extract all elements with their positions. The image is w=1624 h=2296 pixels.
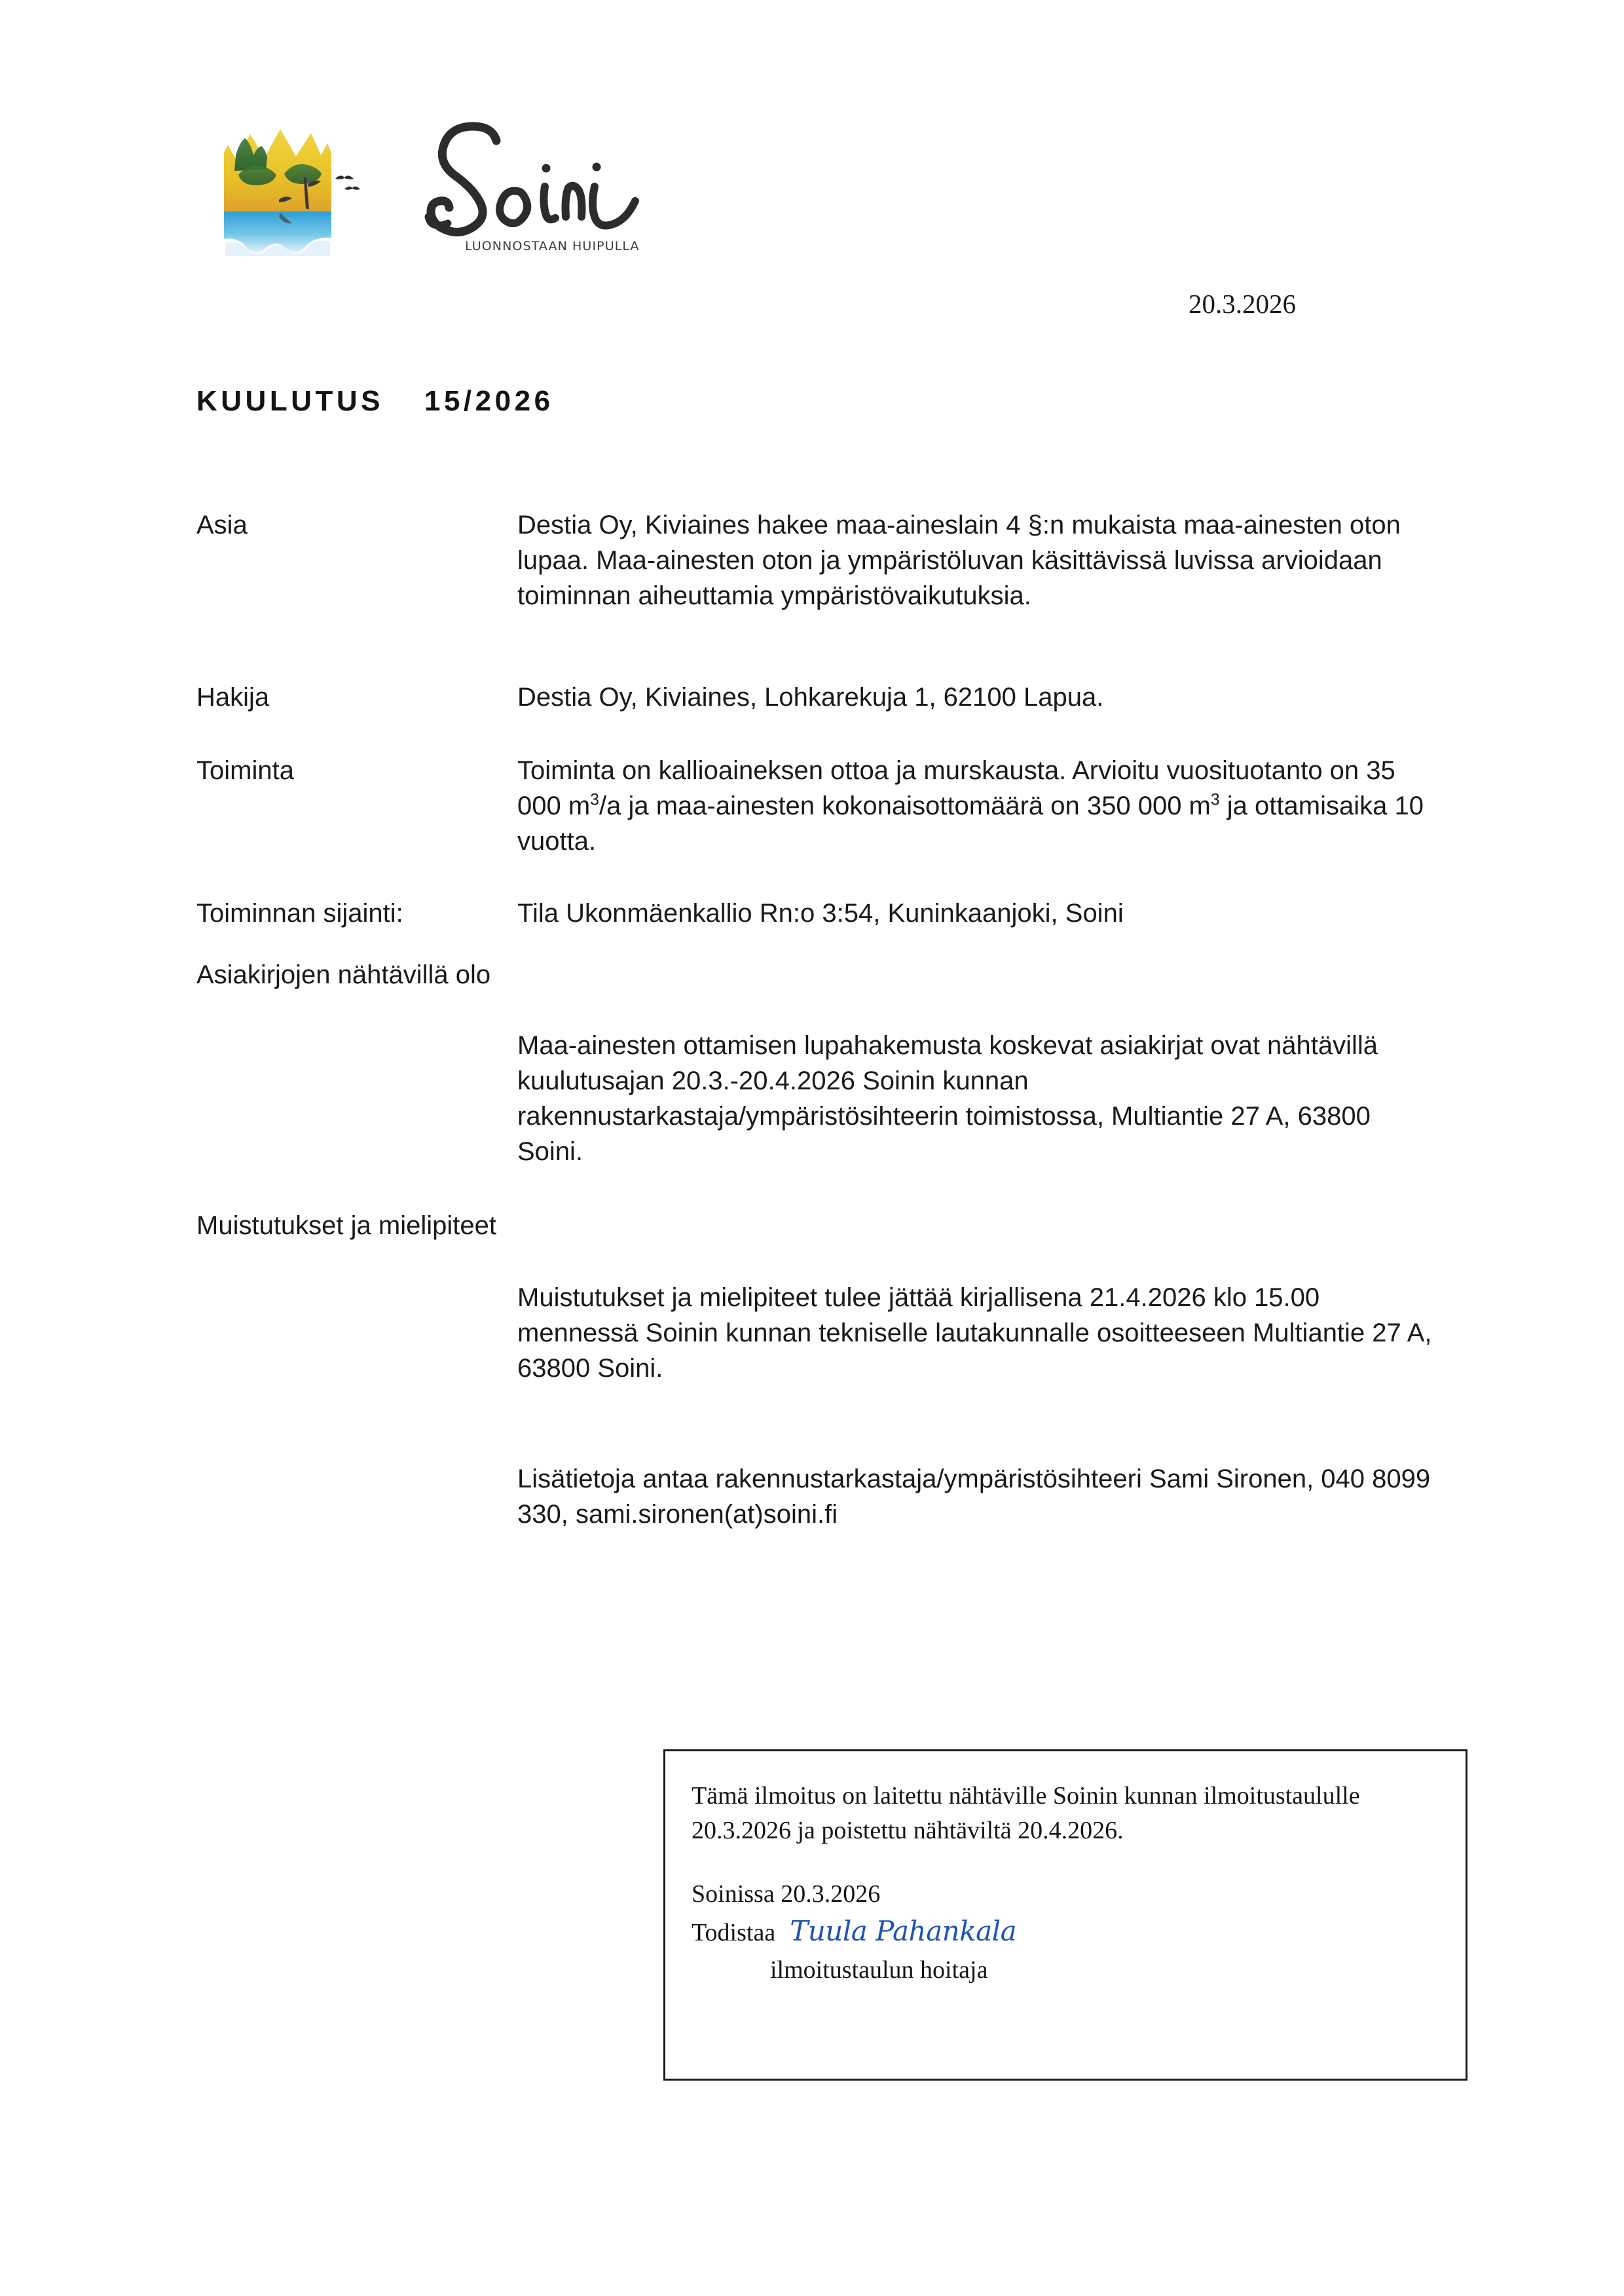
row-hakija-label: Hakija [196, 683, 270, 712]
page-title-number: 15/2026 [424, 385, 554, 417]
heading-muistutukset: Muistutukset ja mielipiteet [196, 1211, 496, 1240]
row-asiakirjat-text: Maa-ainesten ottamisen lupahakemusta koskevat asiakirjat ovat nähtävillä kuulutusajan 20.3.-20.4.2026 Soinin kunnan rakennustarkastaja/ympäristösihteerin toimistossa, Multiantie 27 A, 63800 Soini. [517, 1031, 1378, 1166]
row-muistutukset-body [517, 1280, 1434, 1532]
row-toiminta-label: Toiminta [196, 756, 294, 785]
row-sijainti-label: Toiminnan sijainti: [196, 899, 403, 928]
stamp-place-date: Soinissa 20.3.2026 [692, 1880, 881, 1908]
row-asia-label: Asia [196, 511, 248, 539]
posting-stamp-box [663, 1749, 1467, 2081]
toiminta-text-part3: ja ottamisaika 10 vuotta. [517, 792, 1424, 856]
row-toiminta-text [517, 753, 1434, 859]
row-hakija-body [517, 680, 1434, 715]
soini-logo [216, 115, 674, 275]
toiminta-text-part1: Toiminta on kallioaineksen ottoa ja murskausta. Arvioitu vuosituotanto on 35 000 m [517, 756, 1395, 820]
signature: Tuula Pahankala [790, 1915, 1017, 1947]
page-title-word: KUULUTUS [196, 385, 384, 417]
row-sijainti-text: Tila Ukonmäenkallio Rn:o 3:54, Kuninkaanjoki, Soini [517, 899, 1124, 928]
row-hakija-text: Destia Oy, Kiviaines, Lohkarekuja 1, 62100 Lapua. [517, 683, 1104, 712]
row-muistutukset-contact: Lisätietoja antaa rakennustarkastaja/ympäristösihteeri Sami Sironen, 040 8099 330, sami.sironen(at)soini.fi [517, 1465, 1431, 1529]
row-asiakirjat-body [517, 1028, 1434, 1169]
logo-tagline: LUONNOSTAAN HUIPULLA [465, 239, 640, 253]
row-muistutukset-text: Muistutukset ja mielipiteet tulee jättää kirjallisena 21.4.2026 klo 15.00 mennessä Soinin kunnan tekniselle lautakunnalle osoitteeseen Multiantie 27 A, 63800 Soini. [517, 1283, 1432, 1383]
stamp-notice-text: Tämä ilmoitus on laitettu nähtäville Soinin kunnan ilmoitustaululle 20.3.2026 ja poistettu nähtäviltä 20.4.2026. [692, 1782, 1360, 1844]
stamp-signature-row [692, 1914, 1016, 1950]
document-date: 20.3.2026 [1189, 289, 1296, 319]
heading-asiakirjat: Asiakirjojen nähtävillä olo [196, 960, 491, 989]
toiminta-text-part2: /a ja maa-ainesten kokonaisottomäärä on 350 000 m [599, 792, 1211, 820]
crown-reflection-logo-icon [216, 121, 390, 272]
row-asia-text: Destia Oy, Kiviaines hakee maa-aineslain 4 §:n mukaista maa-ainesten oton lupaa. Maa-ainesten oton ja ympäristöluvan käsittävissä luvissa arvioidaan toiminnan aiheuttamia ympäristövaikutuksia. [517, 511, 1401, 610]
row-toiminta-body [517, 753, 1434, 859]
stamp-certify-label: Todistaa [692, 1919, 776, 1946]
row-sijainti-body [517, 896, 1434, 931]
row-asia-body [517, 507, 1434, 613]
toiminta-sup-1: 3 [590, 791, 599, 809]
page-title [196, 385, 554, 418]
toiminta-sup-2: 3 [1210, 791, 1220, 809]
stamp-role: ilmoitustaulun hoitaja [770, 1956, 988, 1984]
